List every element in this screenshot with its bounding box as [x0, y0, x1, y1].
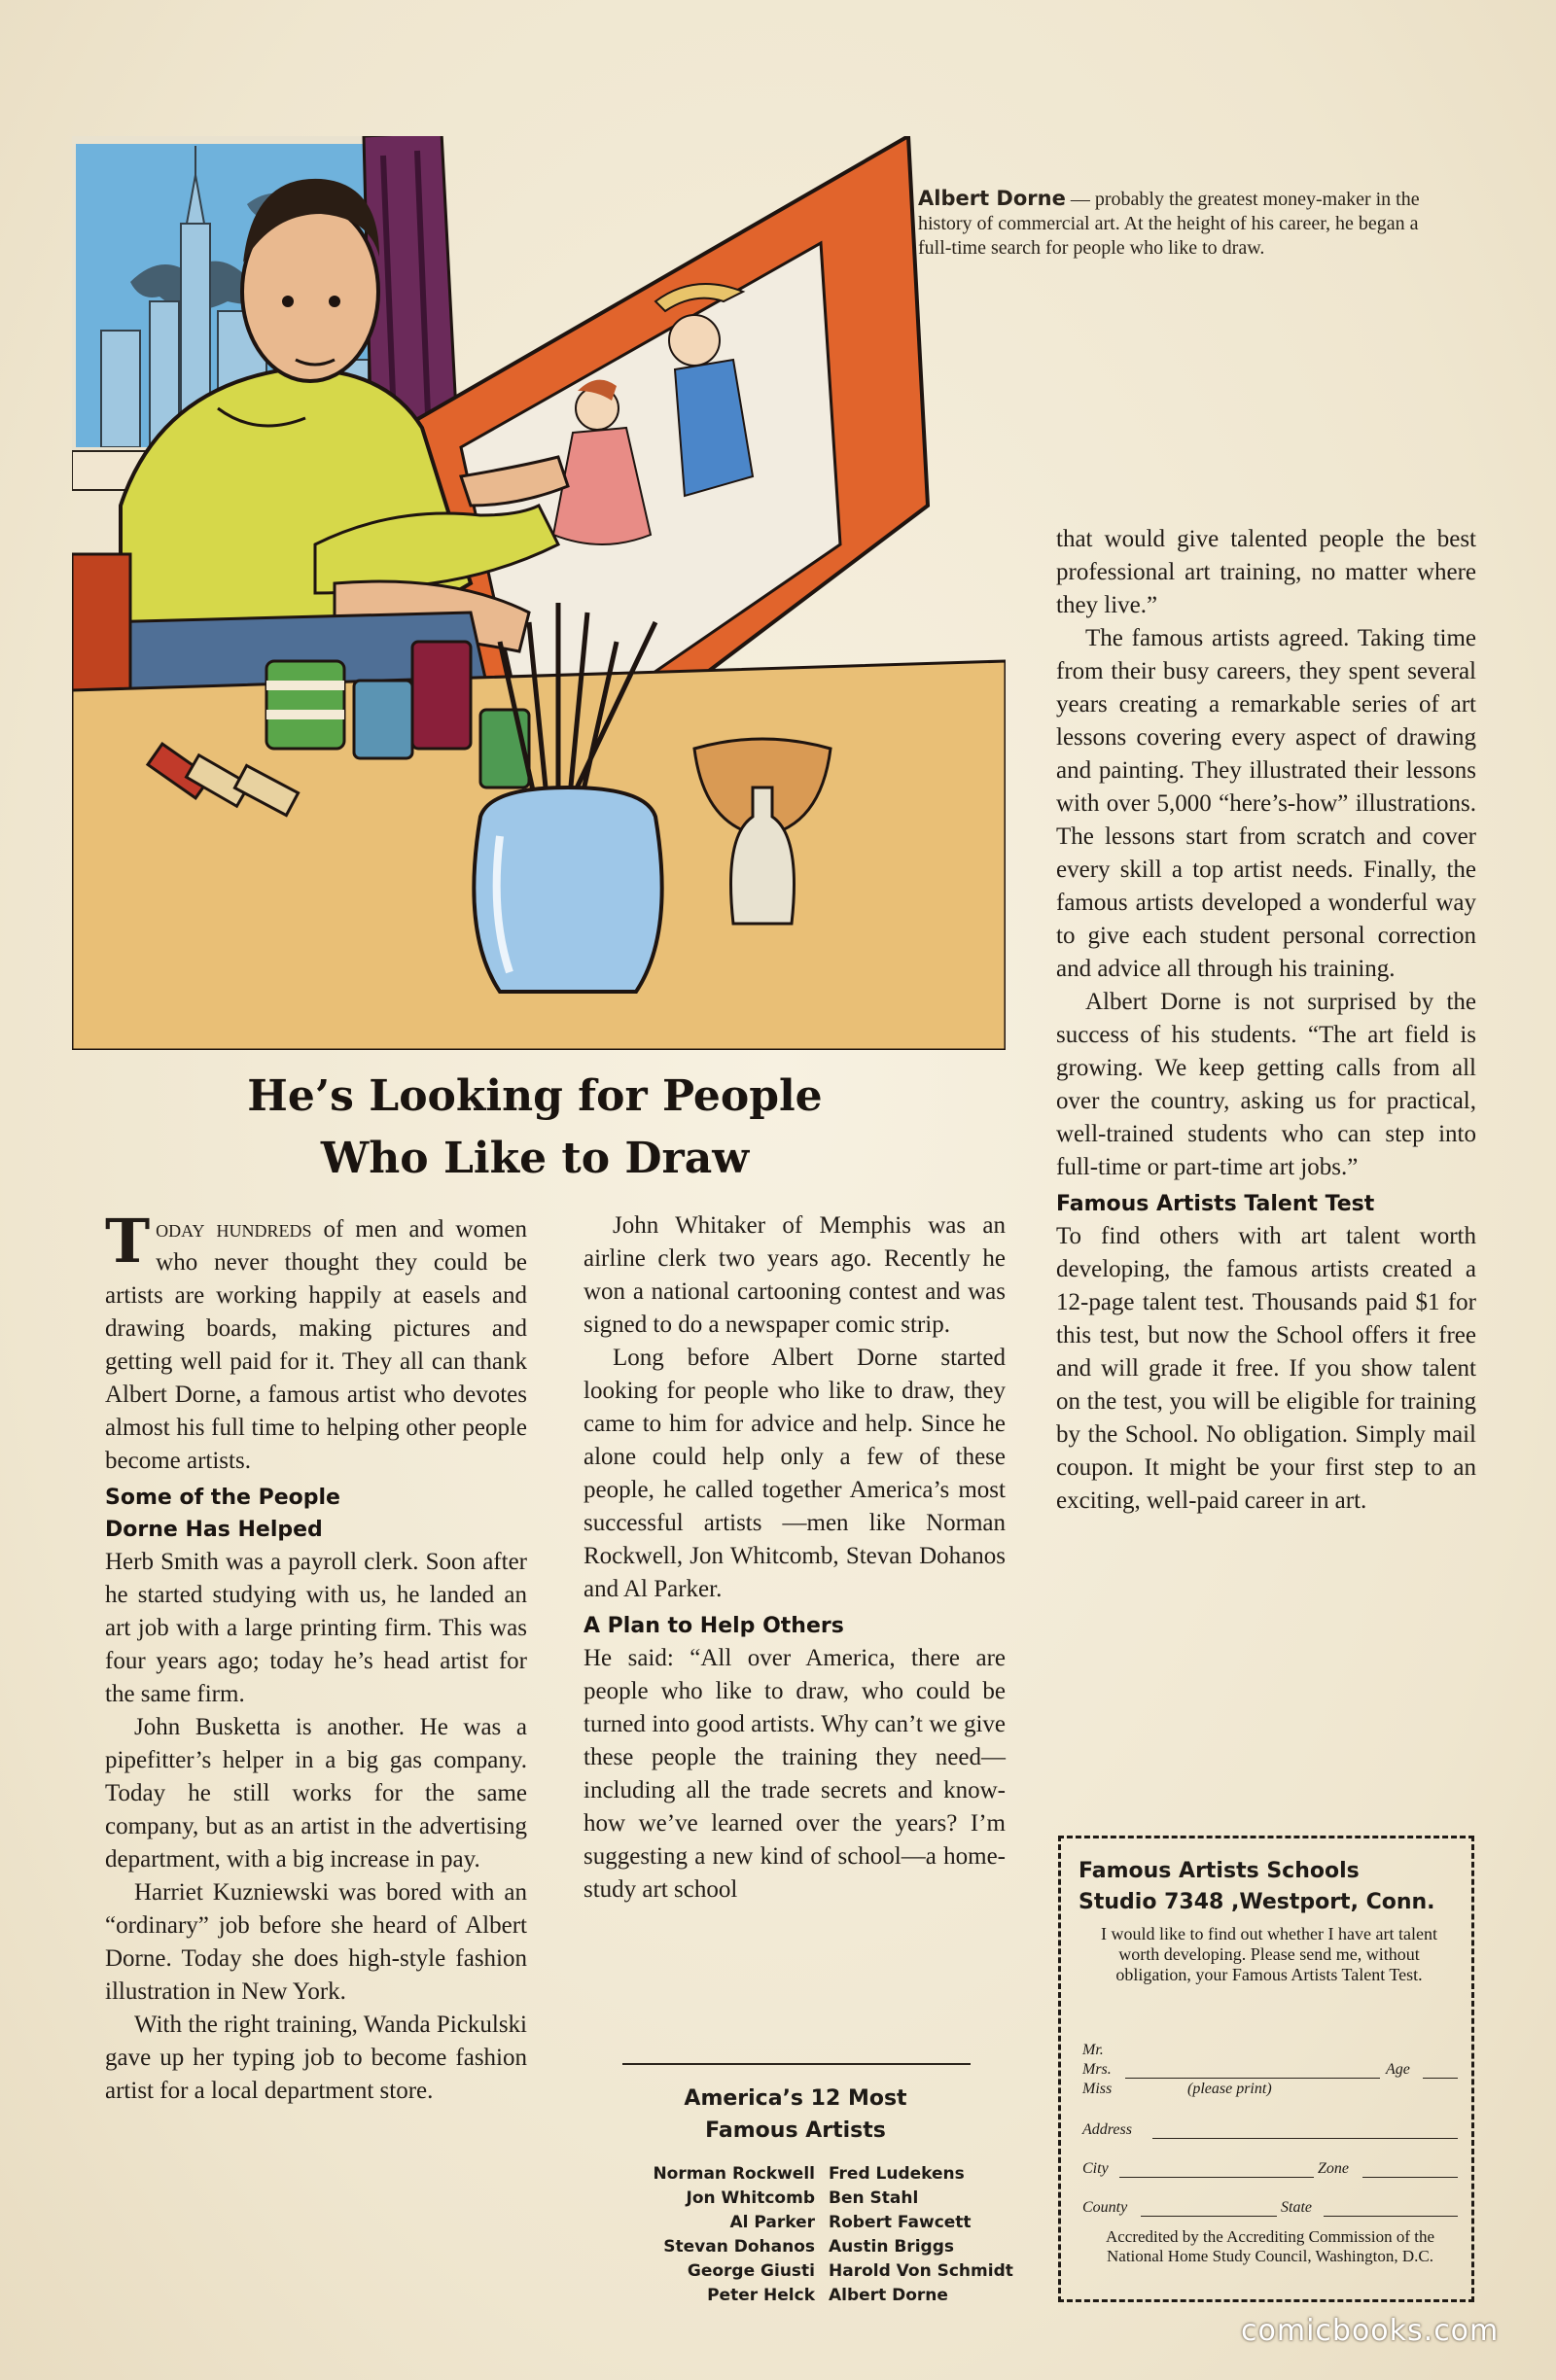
zone-field-line[interactable]	[1362, 2177, 1458, 2178]
intro-text: of men and women who never thought they could be artists are working happily at easels and drawing boards, making pictures and getting well paid for it. They all can thank Albert Dorne, a famous artist who devotes almost his full time to helping other people become artists.	[105, 1216, 527, 1474]
divider-rule	[622, 2063, 971, 2065]
column-3	[1056, 523, 1476, 1518]
caption-name: Albert Dorne	[918, 187, 1066, 210]
artists-row	[580, 2211, 1013, 2235]
paragraph-long-before: Long before Albert Dorne started looking for people who like to draw, they came to him for advice and help. Since he alone could help only a few of these people, he called together America’s most successful artists —men like Norman Rockwell, Jon Whitcomb, Stevan Dohanos and Al Parker.	[584, 1345, 1006, 1602]
paragraph-john-whitaker: John Whitaker of Memphis was an airline clerk two years ago. Recently he won a national cartooning contest and was signed to do a newspaper comic strip.	[584, 1212, 1006, 1338]
section-heading-line-1: Some of the People	[105, 1486, 340, 1510]
coupon-label-zone: Zone	[1318, 2160, 1349, 2177]
coupon-label-address: Address	[1082, 2121, 1132, 2138]
illustration-caption	[918, 187, 1424, 261]
artists-row	[580, 2259, 1013, 2284]
artists-row	[580, 2162, 1013, 2187]
coupon-label-age: Age	[1386, 2061, 1410, 2078]
coupon-label-mr: Mr.	[1082, 2042, 1104, 2058]
headline-line-2: Who Like to Draw	[320, 1134, 750, 1183]
artists-box-title	[584, 2082, 1008, 2147]
paragraph-artists-agreed: The famous artists agreed. Taking time from their busy careers, they spent several years creating a remarkable series of art lessons covering every aspect of drawing and painting. They illustrated their lessons with over 5,000 “here’s-how” illustrations. The lessons start from scratch and cover every skill a top artist needs. Finally, the famous artists developed a wonderful way to give each student personal correction and advice all through his training.	[1056, 625, 1476, 982]
coupon-label-mrs: Mrs.	[1082, 2061, 1112, 2078]
coupon-please-print: (please print)	[1187, 2081, 1272, 2097]
artists-row	[580, 2187, 1013, 2211]
column-1	[105, 1206, 527, 2108]
section-heading-helped	[105, 1482, 527, 1546]
state-field-line[interactable]	[1324, 2216, 1458, 2217]
coupon-request-text: I would like to find out whether I have art talent worth developing. Please send me, without obligation, your Famous Artists Talent Test.	[1101, 1924, 1437, 1984]
city-field-line[interactable]	[1119, 2177, 1314, 2178]
artists-title-line-2: Famous Artists	[705, 2118, 886, 2143]
artist-name: Peter Helck	[707, 2286, 815, 2305]
intro-lead-caps: oday hundreds	[156, 1216, 312, 1242]
coupon-label-city: City	[1082, 2160, 1109, 2177]
mail-coupon[interactable]	[1058, 1836, 1474, 2302]
artist-name: Norman Rockwell	[653, 2164, 815, 2184]
artist-name: Ben Stahl	[829, 2188, 919, 2208]
paragraph-not-surprised: Albert Dorne is not surprised by the success of his students. “The art field is growing. We keep getting calls from all over the country, asking us for practical, well-trained students who can step into full-time or part-time art jobs.”	[1056, 989, 1476, 1180]
address-field-line[interactable]	[1152, 2138, 1458, 2139]
artist-name: Albert Dorne	[829, 2286, 948, 2305]
artist-name: Stevan Dohanos	[663, 2237, 815, 2257]
section-heading-plan: A Plan to Help Others	[584, 1614, 844, 1638]
artists-list	[580, 2162, 1013, 2308]
county-field-line[interactable]	[1141, 2216, 1277, 2217]
coupon-label-miss: Miss	[1082, 2081, 1113, 2097]
coupon-title-line-2: Studio 7348 ,Westport, Conn.	[1079, 1890, 1435, 1914]
age-field-line[interactable]	[1423, 2078, 1458, 2079]
caption-text: — probably the greatest money-maker in the history of commercial art. At the height of his career, he began a full-time search for people who like to draw.	[918, 189, 1420, 259]
artist-name: Al Parker	[729, 2213, 815, 2232]
drop-cap: T	[105, 1206, 151, 1277]
coupon-label-state: State	[1281, 2199, 1312, 2216]
paragraph-he-said: He said: “All over America, there are people who like to draw, who could be turned into good artists. Why can’t we give these people the training they need—including all the trade secrets and know-how we’ve learned over the years? I’m suggesting a new kind of school—a home-study art school	[584, 1645, 1006, 1903]
artist-name: Austin Briggs	[829, 2237, 954, 2257]
paragraph-harriet-kuzniewski: Harriet Kuzniewski was bored with an “ordinary” job before she heard of Albert Dorne. Today she does high-style fashion illustration in New York.	[105, 1879, 527, 2005]
coupon-accreditation: Accredited by the Accrediting Commission of the National Home Study Council, Washington, D.C.	[1105, 2227, 1435, 2265]
watermark: comicbooks.com	[1241, 2314, 1500, 2348]
paragraph-john-busketta: John Busketta is another. He was a pipefitter’s helper in a big gas company. Today he still works for the same company, but as an artist in the advertising department, with a big increase in pay.	[105, 1714, 527, 1872]
name-field-line[interactable]	[1125, 2078, 1380, 2079]
artist-name: Fred Ludekens	[829, 2164, 965, 2184]
paragraph-herb-smith: Herb Smith was a payroll clerk. Soon after he started studying with us, he landed an art job with a large printing firm. This was four years ago; today he’s head artist for the same firm.	[105, 1549, 527, 1707]
coupon-title-line-1: Famous Artists Schools	[1079, 1859, 1360, 1883]
column-2	[584, 1209, 1006, 1907]
headline	[175, 1066, 895, 1190]
paragraph-talent-test: To find others with art talent worth developing, the famous artists created a 12-page talent test. Thousands paid $1 for this test, but now the School offers it free and will grade it free. If you show talent on the test, you will be eligible for training by the School. No obligation. Simply mail coupon. It might be your first step to an exciting, well-paid career in art.	[1056, 1223, 1476, 1514]
coupon-title	[1079, 1856, 1468, 1918]
intro-paragraph	[105, 1206, 527, 1478]
coupon-label-county: County	[1082, 2199, 1128, 2216]
section-heading-talent-test: Famous Artists Talent Test	[1056, 1192, 1375, 1216]
artists-title-line-1: America’s 12 Most	[684, 2086, 907, 2111]
headline-line-1: He’s Looking for People	[247, 1071, 823, 1121]
artists-row	[580, 2284, 1013, 2308]
paragraph-wanda-pickulski: With the right training, Wanda Pickulski gave up her typing job to become fashion artist for a local department store.	[105, 2012, 527, 2104]
artist-name: George Giusti	[687, 2261, 815, 2281]
artists-row	[580, 2235, 1013, 2259]
albert-dorne-illustration	[72, 136, 1006, 1050]
artist-name: Harold Von Schmidt	[829, 2261, 1013, 2281]
paragraph-continued: that would give talented people the best professional art training, no matter where they live.”	[1056, 526, 1476, 618]
artist-name: Jon Whitcomb	[686, 2188, 815, 2208]
section-heading-line-2: Dorne Has Helped	[105, 1518, 323, 1542]
artist-name: Robert Fawcett	[829, 2213, 972, 2232]
